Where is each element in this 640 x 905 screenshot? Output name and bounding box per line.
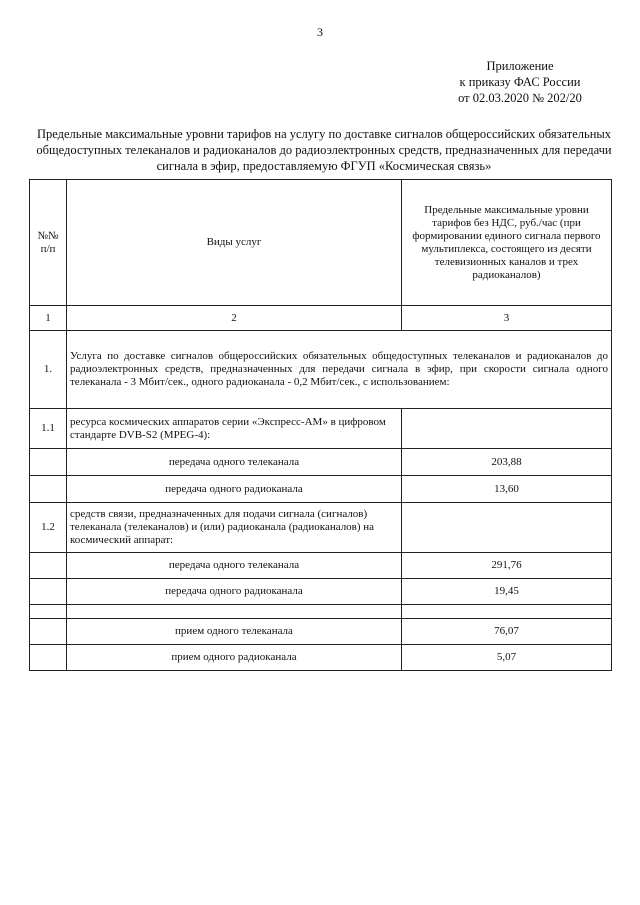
table-row [30,579,612,605]
appendix-line-2: к приказу ФАС России [459,75,581,89]
row-service: передача одного радиоканала [67,579,402,605]
row-number: 1.1 [30,409,67,449]
row-service [67,605,402,619]
row-value [402,409,612,449]
table-row [30,645,612,671]
row-number [30,645,67,671]
row-value: 76,07 [402,619,612,645]
row-number [30,449,67,476]
appendix-line-1: Приложение [486,59,554,73]
row-value: 291,76 [402,553,612,579]
row-value: 19,45 [402,579,612,605]
row-service: передача одного радиоканала [67,476,402,503]
numbering-cell: 1 [30,306,67,331]
row-service: Услуга по доставке сигналов общероссийских обязательных общедоступных телеканалов и радиоканалов до радиоэлектронных средств, предназначенных для передачи сигнала в эфир, при скорости сигнала одного телеканала - 3 Мбит/сек., одного радиоканала - 0,2 Мбит/сек., с использованием: [67,331,612,409]
document-title: Предельные максимальные уровни тарифов на услугу по доставке сигналов общероссийских обязательных общедоступных телеканалов и радиоканалов до радиоэлектронных средств, предназначенных для передачи сигнала в эфир, предоставляемую ФГУП «Космическая связь» [36,127,612,173]
numbering-cell: 3 [402,306,612,331]
row-service: средств связи, предназначенных для подачи сигнала (сигналов) телеканала (телеканалов) и (или) радиоканала (радиоканалов) на космический аппарат: [67,503,402,553]
table-row [30,449,612,476]
row-number [30,619,67,645]
row-service: ресурса космических аппаратов серии «Экспресс-АМ» в цифровом стандарте DVB-S2 (MPEG-4): [67,409,402,449]
row-number [30,476,67,503]
row-value: 203,88 [402,449,612,476]
row-number: 1. [30,331,67,409]
row-value: 5,07 [402,645,612,671]
row-value: 13,60 [402,476,612,503]
table-row [30,605,612,619]
table-row [30,409,612,449]
row-service: передача одного телеканала [67,449,402,476]
row-value [402,605,612,619]
row-number: 1.2 [30,503,67,553]
row-number [30,553,67,579]
table-numbering-row [30,306,612,331]
row-value [402,503,612,553]
header-number: №№ п/п [30,180,67,306]
numbering-cell: 2 [67,306,402,331]
tariff-table [29,179,612,671]
row-service: передача одного телеканала [67,553,402,579]
row-number [30,579,67,605]
table-row [30,553,612,579]
appendix-line-3: от 02.03.2020 № 202/20 [458,91,582,105]
row-number [30,605,67,619]
table-row [30,476,612,503]
header-tariff: Предельные максимальные уровни тарифов без НДС, руб./час (при формировании единого сигнала первого мультиплекса, состоящего из десяти телевизионных каналов и трех радиоканалов) [402,180,612,306]
table-header-row [30,180,612,306]
table-row [30,331,612,409]
page-number: 3 [317,25,323,39]
row-service: прием одного радиоканала [67,645,402,671]
appendix-header [420,58,620,106]
header-service: Виды услуг [67,180,402,306]
table-row [30,619,612,645]
table-row [30,503,612,553]
row-service: прием одного телеканала [67,619,402,645]
